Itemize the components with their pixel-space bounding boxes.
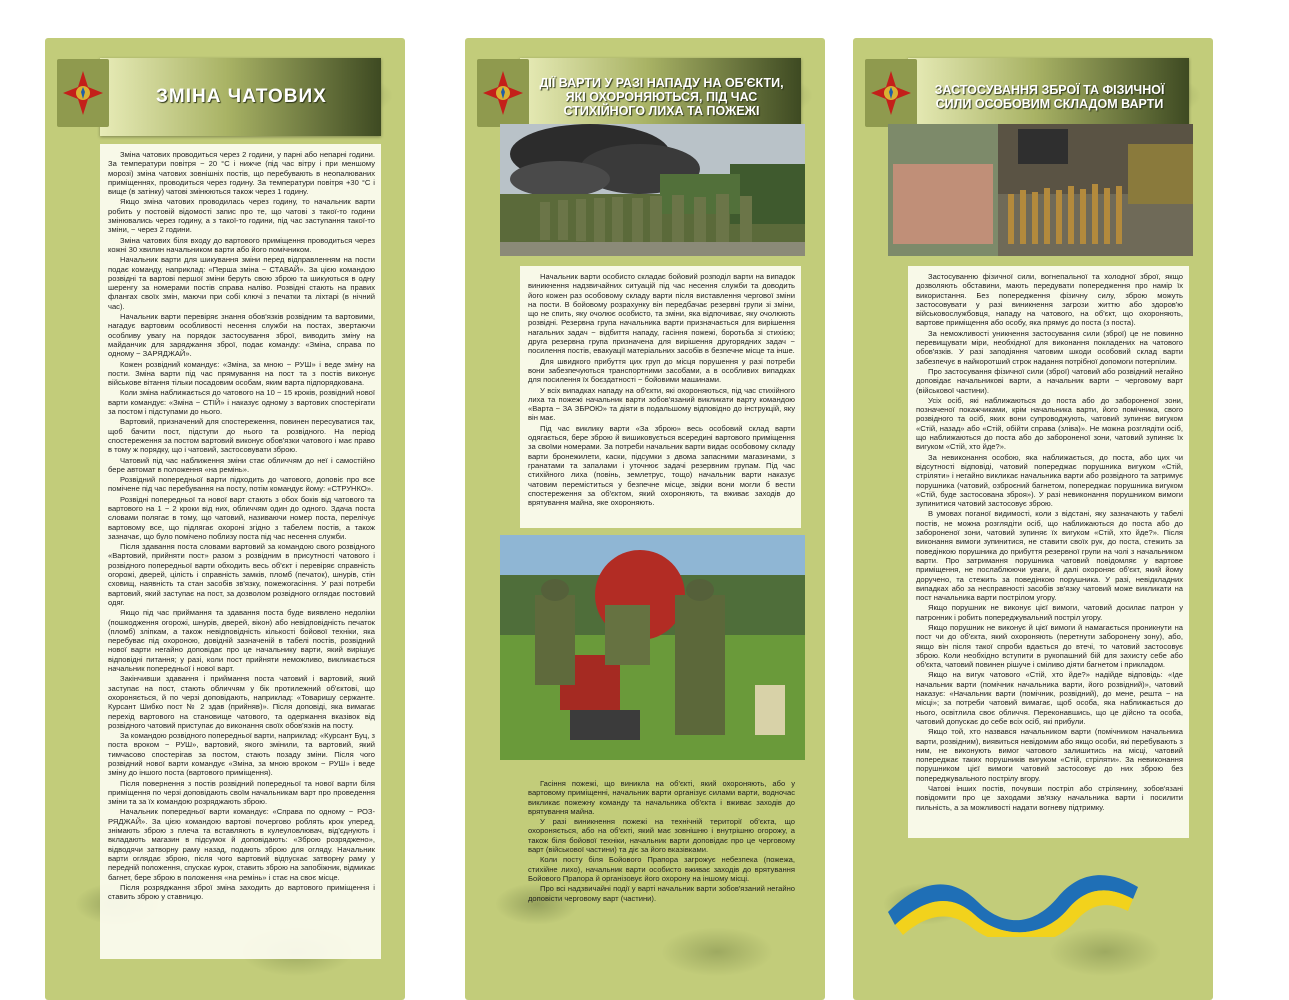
paragraph: За невиконання особою, яка наближається, до поста, або цих чи відсутності відповіді, чатовий попереджає порушника вигуком «Стій, стріляти» і негайно викликає начальника варти або розвідного та затримує порушника (чатовий, озброєний багнетом, попереджає порушника вигуком «Стій, буде застосована зброя»). У разі невиконання порушником вимоги зупинитися чатовий застосовує зброю. xyxy=(916,452,1183,509)
paragraph: В умовах поганої видимості, коли з відстані, яку зазначають у табелі постів, не можна розглядіти осіб, що наближаються до поста або до забороненої зони, чатовий зупиняє їх вигуком «Стій, хто йде?». Після виконання вимоги зупинитися, не ставити своїх рук, до поста, стежить за поведінкою порушника до прибуття резервної групи на чолі з начальником варти. Про затримання порушника чатовий повідомляє у вартове приміщення, не послаблюючи уваги, й далі охороняє об'єкт, який йому доручено, та стежить за поведінкою порушника. У разі, невідкладних випадках або за несправності засобів зв'язку чатовий може викликати на пост начальника варти пострілом угору. xyxy=(916,509,1183,603)
paragraph: Чатові інших постів, почувши постріл або стрілянину, зобов'язані повідомити про це заходами зв'язку начальника варти і посилити пильність, а за можливості надати вогневу підтримку. xyxy=(916,784,1183,812)
panel-text xyxy=(908,266,1189,838)
paragraph: Чатовий під час наближення зміни стає обличчям до неї і самостійно бере автомат в положення «на ремінь». xyxy=(108,455,375,474)
ukrainian-flag-ribbon-icon xyxy=(883,867,1143,942)
paragraph: Застосуванню фізичної сили, вогнепальної та холодної зброї, якщо дозволяють обставини, мають передувати попередження про намір їх використання. Без попередження фізичну силу, зброю можуть застосовувати у разі виникнення загрози життю або здоров'ю військовослужбовця, нападу на чатового, на об'єкт, що охороняють, вартове приміщення або особу, яка прямує до поста (з поста). xyxy=(916,272,1183,328)
paragraph: Зміна чатових проводиться через 2 години, у парні або непарні години. За температури повітря − 20 °С і нижче (під час вітру і при меншому морозі) зміна чатових зовнішніх постів, що перебувають в неопалюваних приміщеннях, проводиться через годину. За температури повітря +30 °С і вище (в затінку) чатові змінюються також через 1 годину. xyxy=(108,150,375,197)
paragraph: За командою розвідного попередньої варти, наприклад: «Курсант Буц, з поста вроком − РУШ», вартовий, якого змінили, та вартовий, який тимчасово спостерігав за постом, стають позаду зміни. Після чого розвідний нової варти командує «Зміна, за мною вроком − РУШ» і веде зміну до іншого поста (вартового приміщення). xyxy=(108,731,375,778)
paragraph: Розвідні попередньої та нової варт стають з обох боків від чатового та вартового на 1 − 2 кроки від них, обличчям один до одного. Здача поста словами полягає в тому, що чатовий, називаючи номер поста, перелічує вартовому все, що підлягає охороні згідно з табелем постів, а також зазначає, що було помічено поблизу поста під час несення служби. xyxy=(108,494,375,541)
paragraph: Якщо порушник не виконує цієї вимоги, чатовий досилає патрон у патронник і робить попереджувальний постріл угору. xyxy=(916,603,1183,622)
armed-forces-emblem xyxy=(57,59,109,127)
panel-header xyxy=(100,58,381,136)
paragraph: Під час виклику варти «За зброю» весь особовий склад варти одягається, бере зброю й вишиковується всередині вартового приміщення за своїми номерами. За потреби начальник варти видає особовому складу варти бронежилети, каски, підсумки з двома запасними магазинами, з гранатами та запалами і уточнює задачі резервним групам. Під час стихійного лиха (повінь, землетрус, тощо) начальник варти наказує чатовим переміститься у безпечне місце, звідки вони могли б вести спостереження за об'єктом, який охороняють, та вживає заходів до врятування майна, яке охороняють. xyxy=(528,423,795,508)
paragraph: Закінчивши здавання і приймання поста чатовий і вартовий, який заступає на пост, стають обличчям у бік протилежний об'єктові, що охороняється, й по черзі доповідають, наприклад: «Товаришу сержанте. Курсант Шибко пост № 2 здав (прийняв)». Після доповіді, яка вимагає перехід вартового на становище чатового, та одержання вказівок від розвідного чатовий приступає до виконання своїх обов'язків на посту. xyxy=(108,674,375,730)
paragraph: Після розряджання зброї зміна заходить до вартового приміщення і ставить зброю у ставницю. xyxy=(108,882,375,902)
panel-title: ЗМІНА ЧАТОВИХ xyxy=(156,86,327,107)
paragraph: Після повернення з постів розвідний попередньої та нової варти біля приміщення по черзі доповідають своїм начальникам варт про проведення зміни та за їх командою розряджають зброю. xyxy=(108,778,375,807)
paragraph: Про всі надзвичайні події у варті начальник варти зобов'язаний негайно доповісти черговому варт (частини). xyxy=(528,884,795,903)
paragraph: Кожен розвідний командує: «Зміна, за мною − РУШ» і веде зміну на пости. Зміна варти під час прямування на пост та з постів виконує військове вітання тільки посадовим особам, яким варта підпорядкована. xyxy=(108,359,375,388)
paragraph: Начальник варти особисто складає бойовий розподіл варти на випадок виникнення надзвичайних ситуацій під час несення служби та доводить його кожен раз особовому складу варти після виставлення чергової зміни на пости. В бойовому розрахунку він передбачає резервні групи зі зміни, що не спить, яку очолює особисто, та зміни, яка відпочиває, яку очолюють розвідні. Резервна група начальника варти призначається для вирішення нагальних задач − відбиття нападу, гасіння пожежі, боротьба зі стихією; друга резервна група призначена для вирішення другорядних задач − посилення постів, евакуації матеріальних засобів в безпечне місце та інше. xyxy=(528,272,795,356)
paragraph: Якщо на вигук чатового «Стій, хто йде?» надійде відповідь: «Іде начальник варти (помічник начальника варти, його розвідний)», чатовий наказує: «Начальник варти (помічник, розвідний), до мене, решта − на місці»; за потреби чатовий вимагає, щоб особа, яка наближається до нього, освітлила своє обличчя. Переконавшись, що це дійсно та особа, чатовий допускає до себе всіх осіб, які прибули. xyxy=(916,670,1183,726)
panel-text-top xyxy=(520,266,801,528)
paragraph: У всіх випадках нападу на об'єкти, які охороняються, під час стихійного лиха та пожежі начальник варти зобов'язаний викликати варту командою «Варта − ЗА ЗБРОЮ» та діяти в подальшому відповідно до інструкцій, яку він має. xyxy=(528,385,795,423)
paragraph: Після здавання поста словами вартовий за командою свого розвідного «Вартовий, прийняти пост» разом з розвідним в присутності чатового і розвідного попередньої варти обходить весь об'єкт і перевіряє справність огорожі, дверей, цілість і справність замків, пломб (печаток), шнурів, стін сховищ, наявність та стан засобів зв'язку, пожежогасіння. У разі потреби вартовий, який заступає на пост, за дозволом розвідного оглядає постовий одяг. xyxy=(108,542,375,607)
photo-soldiers-smoke xyxy=(500,124,805,256)
paragraph: Усіх осіб, які наближаються до поста або до забороненої зони, позначеної покажчиками, крім начальника варти, його помічника, свого розвідного та осіб, яких вони супроводжують, чатовий зупиняє вигуком «Стій, назад» або «Стій, обійти справа (зліва)». Не можна розглядіти осіб, що наближаються до поста або до забороненої зони, чатовий зупиняє їх вигуком «Стій, хто йде?». xyxy=(916,395,1183,452)
panel-guard-shift-change xyxy=(45,38,405,1000)
paragraph: Якщо зміна чатових проводилась через годину, то начальник варти робить у постовій відомості запис про те, що чатові з такої-то години змінювались через годину, а з такої-то години, під час заступання такої-то зміни, − через 2 години. xyxy=(108,197,375,235)
paragraph: Для швидкого прибуття цих груп до місця порушення у разі потреби вони забезпечуються транспортними засобами, а в особливих випадках для посилення їх боєздатності − бойовими машинами. xyxy=(528,356,795,385)
panel-text xyxy=(100,144,381,959)
paragraph: Якщо той, хто назвався начальником варти (помічником начальника варти, розвідним), виявиться невідомим або якщо особи, які перебувають з ним, не виконують вимог чатового залишитись на місці, чатовий попереджає таких порушників вигуком «Стій, стріляти». За невиконання порушником цієї вимоги чатовий застосовує до них зброю без попереджувального пострілу вгору. xyxy=(916,727,1183,783)
paragraph: Коли посту біля Бойового Прапора загрожує небезпека (пожежа, стихійне лихо), начальник варти особисто вживає заходів до врятування Бойового Прапора й організовує його охорону на іншому місці. xyxy=(528,855,795,883)
armed-forces-emblem xyxy=(477,59,529,127)
panel-use-of-weapons xyxy=(853,38,1213,1000)
paragraph: Начальник варти для шикування зміни перед відправленням на пости подає команду, наприклад: «Перша зміна − СТАВАЙ». За цією командою розвідні та вартові першої зміни беруть свою зброю та шикуються в одну шеренгу за номерами постів справа наліво. Розвідні стають на правих флангах своїх змін, маючи при собі ключі з печатки та ліхтарі (в нічний час). xyxy=(108,255,375,311)
photo-ammunition-loading xyxy=(888,124,1193,256)
paragraph: Якщо під час приймання та здавання поста буде виявлено недоліки (пошкодження огорожі, шнурів, дверей, вікон) або невідповідність печаток (пломб) зліпкам, а також невідповідність кількості бойової техніки, яка перебуває під охороною, довідній зазначеній в табелі постів, розвідний нової варти негайно доповідає про це начальнику варти, який вирішує відповідні питання; у разі, коли пост прийняти неможливо, викликається начальник попередньої і нової варт. xyxy=(108,608,375,674)
paragraph: Вартовий, призначений для спостереження, повинен пересуватися так, щоб бачити пост, підступи до нього та розвідного. На період спостереження за постом вартовий виконує обов'язки чатового і має право в тому ж порядку, що і чатовий, застосовувати зброю. xyxy=(108,417,375,455)
paragraph: Зміна чатових біля входу до вартового приміщення проводиться через кожні 30 хвилин начальником варти або його помічником. xyxy=(108,235,375,254)
paragraph: Начальник попередньої варти командує: «Справа по одному − РОЗ-РЯДЖАЙ». За цією командою вартові почергово роблять крок уперед, знімають зброю з плеча та вставляють в кулеуловлювач, від'єднують і вкладають магазин в підсумок й доповідають: «Зброю розряджено», відводячи затворну раму назад, подають зброю для огляду. Начальник варти оглядає зброю, після чого вартовий відпускає затворну раму у передній положення, спускає курок, ставить зброю на запобіжник, відмикає багнет, бере зброю в положення «на ремінь» і стає на своє місце. xyxy=(108,807,375,882)
panel-guard-actions-attack xyxy=(465,38,825,1000)
panel-text-bottom xyxy=(520,773,801,953)
paragraph: Якщо порушник не виконує й цієї вимоги й намагається проникнути на пост чи до об'єкта, який охороняють (перетнути заборонену зону), або, якщо він після такої спроби вдається до втечі, то чатовий застосовує зброю. Коли необхідно вступити в рукопашний бій для захисту себе або об'єкта, чатовий повинен рішуче і сміливо діяти багнетом і прикладом. xyxy=(916,622,1183,670)
paragraph: Розвідний попередньої варти підходить до чатового, доповіє про все помічене під час перебування на посту, потім командує йому: «СТРУНКО». xyxy=(108,475,375,494)
armed-forces-emblem xyxy=(865,59,917,127)
paragraph: Начальник варти перевіряє знання обов'язків розвідним та вартовими, нагадує вартовим особливості несення служби на постах, звертаючи особливу увагу на порядок застосування зброї, виводить зміну на майданчик для заряджання зброї, подає команду: «Зміна, справа по одному − ЗАРЯДЖАЙ». xyxy=(108,312,375,359)
paragraph: За неможливості уникнення застосування сили (зброї) це не повинно перевищувати міри, необхідної для виконання покладених на чатового обов'язків. У разі заподіяння чатовим шкоди особовий склад варти забезпечує в найкоротший строк надання потрібної допомоги потерпілим. xyxy=(916,328,1183,366)
paragraph: Про застосування фізичної сили (зброї) чатовий або розвідний негайно доповідає начальникові варти, а начальник варти − черговому варт (військової частини). xyxy=(916,366,1183,395)
photo-soldiers-fire-pump xyxy=(500,535,805,760)
paragraph: У разі виникнення пожежі на технічній території об'єкта, що охороняється, або на об'єкті, який має зовнішню і внутрішню огорожу, а також біля бойової техніки, начальник варти доповідає про це черговому варт (військової частини) та діє за його вказівками. xyxy=(528,817,795,855)
paragraph: Коли зміна наближається до чатового на 10 − 15 кроків, розвідний нової варти командує: «Зміна − СТІЙ» і наказує одному з вартових спостерігати за постом і підступами до нього. xyxy=(108,388,375,417)
panel-title: ЗАСТОСУВАННЯ ЗБРОЇ ТА ФІЗИЧНОЇ СИЛИ ОСОБОВИМ СКЛАДОМ ВАРТИ xyxy=(934,83,1165,111)
panel-title: ДІЇ ВАРТИ У РАЗІ НАПАДУ НА ОБ'ЄКТИ, ЯКІ ОХОРОНЯЮТЬСЯ, ПІД ЧАС СТИХІЙНОГО ЛИХА ТА ПОЖЕЖІ xyxy=(539,76,784,118)
paragraph: Гасіння пожежі, що виникла на об'єкті, який охороняють, або у вартовому приміщенні, начальник варти організує силами варти, водночас викликає пожежну команду та начальника об'єкта і вживає заходів до врятування майна. xyxy=(528,779,795,816)
